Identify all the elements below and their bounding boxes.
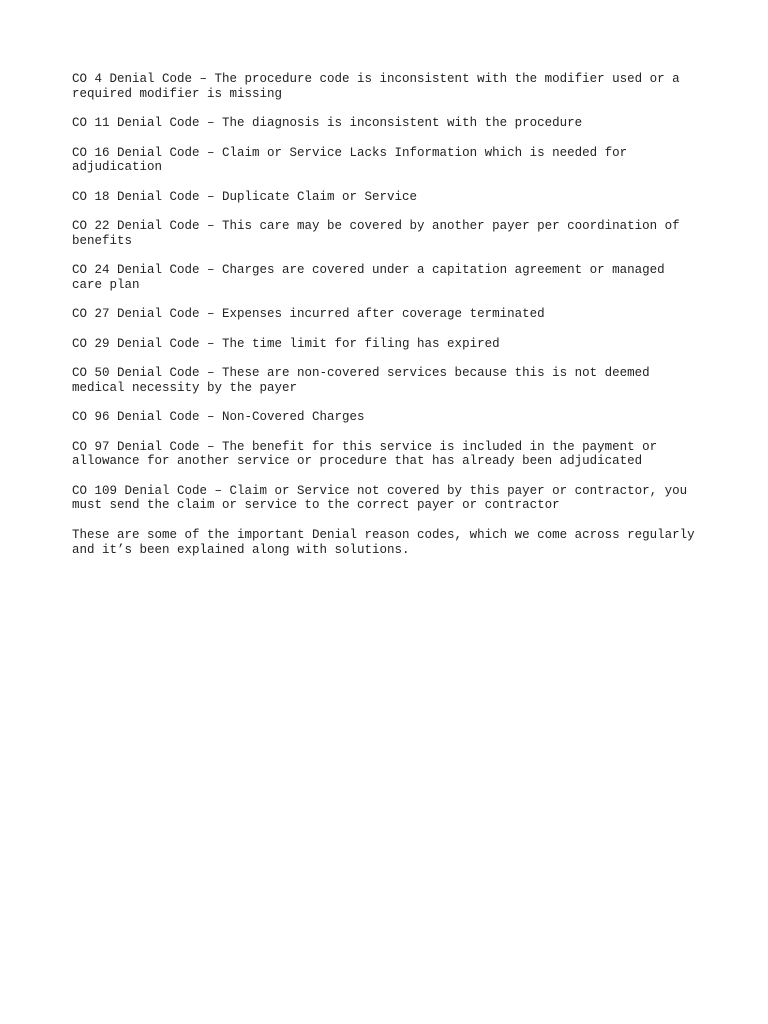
paragraph-co-18: CO 18 Denial Code – Duplicate Claim or Service — [72, 189, 418, 204]
paragraph-co-50: CO 50 Denial Code – These are non-covered services because this is not deemed medical necessity by the payer — [72, 366, 650, 395]
paragraph-co-16: CO 16 Denial Code – Claim or Service Lacks Information which is needed for adjudication — [72, 145, 628, 175]
paragraph-co-24: CO 24 Denial Code – Charges are covered under a capitation agreement or managed care plan — [72, 263, 665, 292]
paragraph-summary: These are some of the important Denial reason codes, which we come across regularly and it’s been explained along with solutions. — [72, 527, 695, 557]
paragraph-co-29: CO 29 Denial Code – The time limit for filing has expired — [72, 336, 500, 351]
document-page — [72, 72, 712, 572]
paragraph-co-22: CO 22 Denial Code – This care may be covered by another payer per coordination of benefits — [72, 219, 680, 248]
paragraph-co-27: CO 27 Denial Code – Expenses incurred after coverage terminated — [72, 307, 545, 322]
paragraph-co-4: CO 4 Denial Code – The procedure code is inconsistent with the modifier used or a required modifier is missing — [72, 72, 680, 101]
paragraph-co-96: CO 96 Denial Code – Non-Covered Charges — [72, 410, 365, 425]
paragraph-co-97: CO 97 Denial Code – The benefit for this service is included in the payment or allowance for another service or procedure that has already been adjudicated — [72, 439, 658, 469]
paragraph-co-109: CO 109 Denial Code – Claim or Service not covered by this payer or contractor, you must send the claim or service to the correct payer or contractor — [72, 483, 688, 513]
paragraph-co-11: CO 11 Denial Code – The diagnosis is inconsistent with the procedure — [72, 116, 583, 131]
